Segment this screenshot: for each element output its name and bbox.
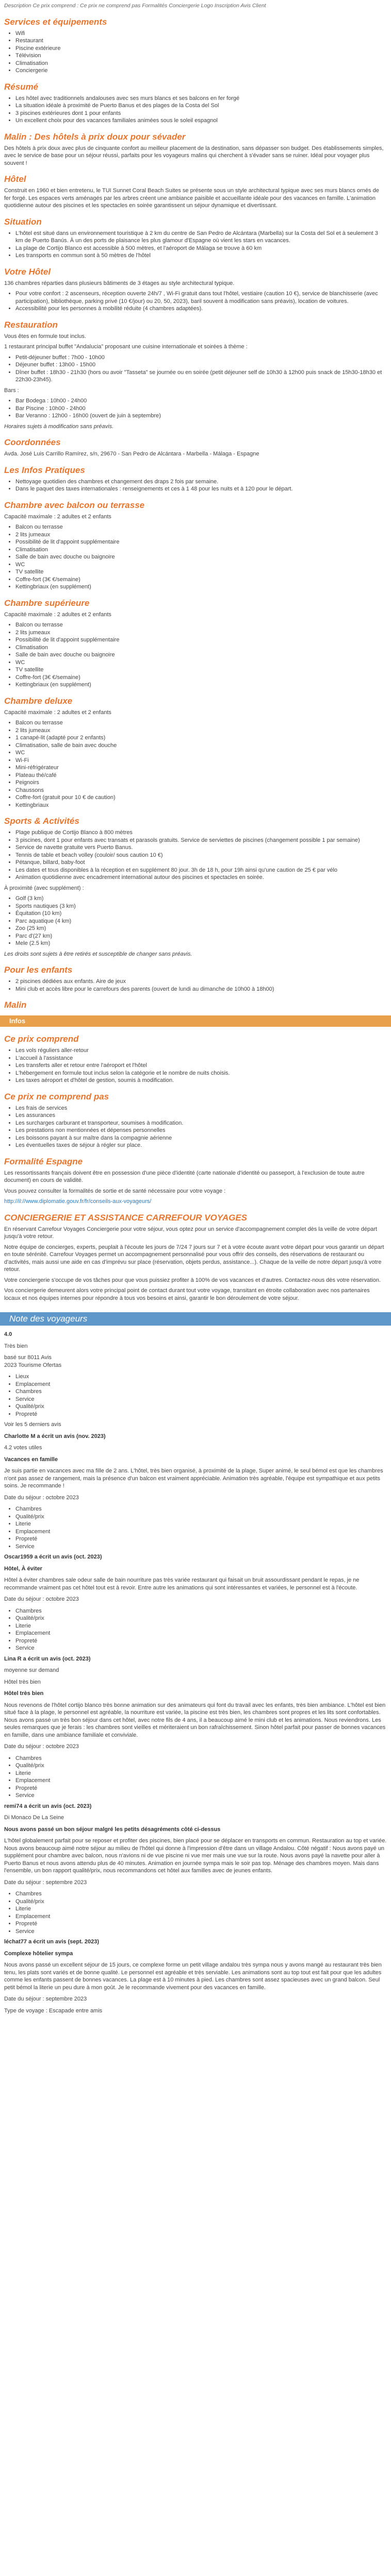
coordonnees-text: Avda. José Luis Carrillo Ramírez, s/n, 29670 - San Pedro de Alcántara - Marbella - Málaga - Espagne (4, 451, 259, 457)
list-item: • Un excellent choix pour des vacances familiales animées sous le soleil espagnol (15, 117, 387, 125)
list-item: • Service (15, 1645, 387, 1652)
review-title: Complexe hôtelier sympa (4, 1950, 73, 1957)
concierge-title: CONCIERGERIE ET ASSISTANCE CARREFOUR VOYAGES (4, 1212, 248, 1223)
concierge-text4: Vos conciergerie demeurent alors votre principal point de contact durant tout votre voyage, transitant en étroite collaboration avec nos partenaires locaux et nos équipes internes pour répondre à tous vos besoins et ainsi, garantir le bon déroulement de votre séjour. (4, 1287, 370, 1301)
list-item: • Service (15, 1543, 387, 1551)
list-item: • Les taxes aéroport et d'hôtel de gestion, soumis à modification. (15, 1077, 387, 1084)
list-item: • Propreté (15, 1785, 387, 1792)
list-item: • Petit-déjeuner buffet : 7h00 - 10h00 (15, 354, 387, 362)
list-item: • Service (15, 1928, 387, 1936)
list-item: • Wifi (15, 30, 387, 38)
services-title: Services et équipements (4, 16, 107, 27)
hotel-title: Hôtel (4, 174, 26, 184)
list-item: • Peignoirs (15, 779, 387, 787)
ch-deluxe-title: Chambre deluxe (4, 696, 73, 706)
sports-note: Les droits sont sujets à être retirés et susceptible de changer sans préavis. (4, 951, 192, 957)
avis-bar: Note des voyageurs (0, 1312, 391, 1326)
prix-section (0, 1034, 391, 1302)
list-item: • Emplacement (15, 1630, 387, 1637)
services-section (0, 17, 391, 1011)
list-item: • Nettoyage quotidien des chambres et changement des draps 2 fois par semaine. (15, 478, 387, 486)
review-link[interactable]: Voir les 5 derniers avis (4, 1421, 61, 1428)
list-item: • Les vols réguliers aller-retour (15, 1047, 387, 1055)
review-title: moyenne sur demand (4, 1667, 59, 1673)
review-date: Date du séjour : septembre 2023 (4, 1996, 87, 2002)
list-item: • Qualité/prix (15, 1762, 387, 1770)
list-item: • Qualité/prix (15, 1403, 387, 1411)
list-item: • WC (15, 659, 387, 667)
review-author: léchat77 a écrit un avis (sept. 2023) (4, 1939, 100, 1945)
breadcrumb: Description Ce prix comprend : Ce prix ne comprend pas Formalités Conciergerie Logo Inscription Avis Client (4, 3, 266, 9)
review-criteria (4, 1890, 387, 1935)
malin-title: Malin : Des hôtels à prix doux pour sévader (4, 131, 186, 142)
list-item: • La situation idéale à proximité de Puerto Banus et des plages de la Costa del Sol (15, 102, 387, 110)
list-item: • Propreté (15, 1920, 387, 1928)
review-text: Hôtel à éviter chambres sale odeur salle de bain nourriture pas très variée restaurant qui faisait un bruit assourdissant pendant le repas, je ne recommande vraiment pas cet hôtel tout est à revoir. Entre autre les animations qui sont intéressantes et variées, le personnel est à l'écoute. (4, 1577, 360, 1591)
review-type: Type de voyage : Escapade entre amis (4, 2007, 103, 2014)
list-item: • Climatisation (15, 60, 387, 67)
restauration-title: Restauration (4, 319, 58, 330)
list-item: • Mele (2.5 km) (15, 940, 387, 947)
list-item: • Emplacement (15, 1913, 387, 1921)
list-item: • Les assurances (15, 1112, 387, 1120)
list-item: • L'hôtel est situé dans un environnement touristique à 2 km du centre de San Pedro de Alcántara (Marbella) sur la Costa del Sol et à seulement 3 km de Puerto Banús. À un des ports de plaisance les plus glamour d'Espagne où vient les stars en vacances. (15, 230, 387, 245)
list-item: • 1 canapé-lit (adapté pour 2 enfants) (15, 734, 387, 742)
list-item: • Mini club et accès libre pour le carrefours des parents (ouvert de lundi au dimanche de 10h00 à 18h00) (15, 986, 387, 993)
list-item: • Kettingbriaux (15, 802, 387, 809)
list-item: • Zoo (25 km) (15, 925, 387, 933)
list-item: • Chambres (15, 1755, 387, 1762)
list-item: • 2 lits jumeaux (15, 727, 387, 735)
review-3 (4, 1655, 387, 1800)
list-item: • Chaussons (15, 787, 387, 794)
formalite-text2: Vous pouvez consulter la formalités de sortie et de santé nécessaire pour votre voyage : (4, 1188, 226, 1194)
list-item: • Bar Bodega : 10h00 - 24h00 (15, 397, 387, 405)
list-item: • Pour votre confort : 2 ascenseurs, réception ouverte 24h/7 , Wi-Fi gratuit dans tout l'hôtel, vestiaire (caution 10 €), service de blanchisserie (avec participation), bibliothèque, parking privé (10 €/jour) ou 20, 50, 2023), baril souvent à modification sans préavis), location de voitures. (15, 290, 387, 305)
formalite-title: Formalité Espagne (4, 1156, 83, 1166)
list-item: • Propreté (15, 1637, 387, 1645)
list-item: • Balcon ou terrasse (15, 719, 387, 727)
list-item: • Plateau thé/café (15, 772, 387, 779)
enfants-list (4, 978, 387, 993)
ch-sup-title: Chambre supérieure (4, 598, 90, 608)
infos-list (4, 478, 387, 493)
list-item: • WC (15, 749, 387, 757)
list-item: • Les hôtel avec traditionnels andalouses avec ses murs blancs et ses balcons en fer forgé (15, 95, 387, 103)
list-item: • Salle de bain avec douche ou baignoire (15, 651, 387, 659)
votre-hotel-text: 136 chambres réparties dans plusieurs bâtiments de 3 étages au style architectural typique. (4, 280, 235, 286)
services-list (4, 30, 387, 75)
review-text: Nous revenons de l'hôtel cortijo blanco très bonne animation sur des animateurs qui font du travail avec les enfants, très bien ambiance. L'hôtel est bien situé face à la plage, le personnel est agréable, la nourriture est variée, la piscine est très bien, les chambres sont propres et les lits sont confortables. Nous avons passé un très bon séjour dans cet hôtel, avec notre fils de 4 ans, il a beaucoup aimé le mini club et les animations. Nous reviendrons. Les seules remarques que je ferais : les chambres sont vieilles et mériteraient un bon rafraîchissement. Sinon hôtel parfait pour passer de bonnes vacances en famille, dans une ambiance familiale et conviviale. (4, 1702, 386, 1738)
list-item: • Parc d'(27 km) (15, 933, 387, 940)
resume-title: Résumé (4, 81, 39, 92)
reviews-section (0, 1331, 391, 2014)
list-item: • Climatisation, salle de bain avec douche (15, 742, 387, 750)
list-item: • 2 lits jumeaux (15, 531, 387, 539)
ch-balcon-list (4, 523, 387, 591)
list-item: • Les frais de services (15, 1105, 387, 1112)
bars-label: Bars : (4, 387, 19, 394)
list-item: • Service (15, 1396, 387, 1403)
ne-comprend-title: Ce prix ne comprend pas (4, 1091, 109, 1101)
list-item: • Les dates et tous disponibles à la réception et en supplément 80 jour. 3h de 18 h, pour 19h ainsi qu'une caution de 25 € par vélo (15, 867, 387, 874)
list-item: • 3 piscines extérieures dont 1 pour enfants (15, 110, 387, 117)
review-5 (4, 1938, 387, 2014)
avis-score: 4.0 (4, 1331, 12, 1337)
list-item: • Tennis de table et beach volley (couloir/ sous caution 10 €) (15, 852, 387, 859)
review-title: Vacances en famille (4, 1456, 58, 1463)
list-item: • Service de navette gratuite vers Puerto Banus. (15, 844, 387, 852)
list-item: • Emplacement (15, 1528, 387, 1536)
list-item: • Propreté (15, 1535, 387, 1543)
sports-nearby-label: À proximité (avec supplément) : (4, 885, 84, 891)
review-date: Date du séjour : septembre 2023 (4, 1879, 87, 1886)
review-text: Je suis partie en vacances avec ma fille de 2 ans. L'hôtel, très bien organisé, à proximité de la plage, Super animé, le seul bémol est que les chambres n'ont pas assez de rangement, mais la présence d'un balcon est vraiment appréciable. Animation très agréable, l'équipe est sympathique et aux petits soins. Je recommande ! (4, 1468, 383, 1489)
coordonnees-title: Coordonnées (4, 437, 61, 447)
list-item: • Literie (15, 1622, 387, 1630)
list-item: • La plage de Cortijo Blanco est accessible à 500 mètres, et l'aéroport de Málaga se trouve à 60 km (15, 245, 387, 252)
list-item: • Dîner buffet : 18h30 - 21h30 (hors ou avoir "Tasseta" se journée ou en soirée (petit déjeuner self de 10h30 à 12h00 puis snack de 15h30-18h30 et 22h30-23h45). (15, 369, 387, 384)
ch-balcon-text: Capacité maximale : 2 adultes et 2 enfants (4, 513, 111, 520)
concierge-text2: Notre équipe de concierges, experts, peuplait à l'écoute les jours de 7/24 7 jours sur 7 et à votre écoute avant votre départ pour vous garantir un départ en toute sérénité. Carrefour Voyages permet un accompagnement personnalisé pour vous offrir des conseils, des réservations de restaurant ou d'activités, mais aussi une aide en cas d'imprévu sur place (réservation, objets perdus, assistance...). Chaque de la veille de notre départ jusqu'à votre retour. (4, 1244, 384, 1273)
situation-title: Situation (4, 216, 42, 227)
list-item: • Coffre-fort (3€ €/semaine) (15, 576, 387, 584)
list-item: • Les surcharges carburant et transporteur, soumises à modification. (15, 1120, 387, 1127)
hotel-text: Construit en 1960 et bien entretenu, le TUI Sunnet Coral Beach Suites se présente sous un style architectural typique avec ses murs blancs ornés de fer forgé. Les espaces verts aménagés par les arbres créent une ambiance paisible et accueillante idéale pour des vacances en famille. L'animation quotidienne autour des piscines et les spectacles en soirée garantissent un séjour dynamique et divertissant. (4, 188, 379, 209)
ce-prix-title: Ce prix comprend (4, 1034, 79, 1044)
ce-prix-list (4, 1047, 387, 1084)
votre-hotel-title: Votre Hôtel (4, 266, 51, 277)
resume-list (4, 95, 387, 125)
list-item: • Qualité/prix (15, 1898, 387, 1906)
list-item: • Balcon ou terrasse (15, 621, 387, 629)
review-criteria (4, 1755, 387, 1800)
list-item: • 3 piscines, dont 1 pour enfants avec transats et parasols gratuits. Service de serviettes de piscines (changement possible 1 par semaine) (15, 837, 387, 844)
list-item: • WC (15, 561, 387, 569)
list-item: • Possibilité de lit d'appoint supplémentaire (15, 538, 387, 546)
list-item: • Accessibilité pour les personnes à mobilité réduite (4 chambres adaptées). (15, 305, 387, 313)
list-item: • Literie (15, 1770, 387, 1777)
ch-deluxe-text: Capacité maximale : 2 adultes et 2 enfants (4, 709, 111, 716)
list-item: • L'hébergement en formule tout inclus selon la catégorie et le nombre de nuits choisis. (15, 1070, 387, 1077)
restauration-text2: 1 restaurant principal buffet "Andalucia" proposant une cuisine internationale et soirées à thème : (4, 344, 248, 350)
avis-source: basé sur 8011 Avis (4, 1354, 52, 1361)
review-4 (4, 1803, 387, 1936)
formalite-text1: Les ressortissants français doivent être en possession d'une pièce d'identité (carte nationale d'identité ou passeport, à l'exclusion de toute autre document) en cours de validité. (4, 1170, 365, 1183)
avis-period: 2023 Tourisme Ofertas (4, 1362, 62, 1368)
review-date: Date du séjour : octobre 2023 (4, 1596, 79, 1602)
restauration-text: Vous êtes en formule tout inclus. (4, 333, 86, 340)
list-item: • Piscine extérieure (15, 45, 387, 53)
enfants-title: Pour les enfants (4, 965, 73, 975)
list-item: • L'accueil à l'assistance (15, 1055, 387, 1062)
list-item: • Équitation (10 km) (15, 910, 387, 918)
list-item: • Coffre-fort (gratuit pour 10 € de caution) (15, 794, 387, 802)
list-item: • Chambres (15, 1607, 387, 1615)
list-item: • Plage publique de Cortijo Blanco à 800 mètres (15, 829, 387, 837)
list-item: • Chambres (15, 1388, 387, 1396)
review-text: Hôtel très bien (4, 1679, 41, 1685)
concierge-text3: Votre conciergerie s'occupe de vos tâches pour que vous puissiez profiter à 100% de vos vacances et d'autres. Contactez-nous dès votre réservation. (4, 1277, 381, 1283)
list-item: • Pétanque, billard, baby-foot (15, 859, 387, 867)
list-item: • Literie (15, 1905, 387, 1913)
list-item: • Climatisation (15, 546, 387, 554)
bars-list (4, 397, 387, 420)
list-item: • Les éventuelles taxes de séjour à régler sur place. (15, 1142, 387, 1149)
list-item: • Kettingbriaux (en supplément) (15, 583, 387, 591)
list-item: • 2 lits jumeaux (15, 629, 387, 637)
review-criteria (4, 1505, 387, 1550)
list-item: • Chambres (15, 1505, 387, 1513)
list-item: • Dans le paquet des taxes internationales : renseignements et ces à 1 48 pour les nuits et à 120 pour le départ. (15, 485, 387, 493)
list-item: • Coffre-fort (3€ €/semaine) (15, 674, 387, 682)
list-item: • Propreté (15, 1411, 387, 1418)
list-item: • Service (15, 1792, 387, 1800)
infos-title: Les Infos Pratiques (4, 465, 85, 475)
sports-list (4, 829, 387, 882)
formalite-link[interactable]: http://il://www.diplomatie.gouv.fr/fr/conseils-aux-voyageurs/ (4, 1198, 152, 1205)
review-origin: Di Monaco De La Seine (4, 1815, 64, 1821)
criteria-list (4, 1373, 387, 1418)
restauration-note: Horaires sujets à modification sans préavis. (4, 423, 114, 430)
list-item: • Kettingbriaux (en supplément) (15, 681, 387, 689)
list-item: • Literie (15, 1520, 387, 1528)
restauration-list (4, 354, 387, 384)
votre-hotel-list (4, 290, 387, 313)
review-author: remi74 a écrit un avis (oct. 2023) (4, 1803, 92, 1809)
list-item: • Restaurant (15, 37, 387, 45)
ch-deluxe-list (4, 719, 387, 809)
review-votes: 4.2 votes utiles (4, 1445, 42, 1451)
list-item: • Parc aquatique (4 km) (15, 918, 387, 925)
list-item: • Qualité/prix (15, 1513, 387, 1521)
review-1 (4, 1421, 387, 1550)
list-item: • Bar Veranno : 12h00 - 16h00 (ouvert de juin à septembre) (15, 412, 387, 420)
concierge-text1: En réservant Carrefour Voyages Conciergerie pour votre séjour, vous optez pour un service d'accompagnement complet dès la veille de votre départ jusqu'à votre retour. (4, 1226, 377, 1240)
list-item: • Emplacement (15, 1381, 387, 1388)
review-author: Charlotte M a écrit un avis (nov. 2023) (4, 1433, 106, 1439)
review-date: Date du séjour : octobre 2023 (4, 1494, 79, 1501)
list-item: • Les boissons payant à sur maître dans la compagnie aérienne (15, 1134, 387, 1142)
ch-sup-text: Capacité maximale : 2 adultes et 2 enfants (4, 611, 111, 618)
list-item: • Emplacement (15, 1777, 387, 1785)
list-item: • Sports nautiques (3 km) (15, 903, 387, 910)
list-item: • Wi-Fi (15, 757, 387, 765)
list-item: • Mini-réfrigérateur (15, 764, 387, 772)
list-item: • Lieux (15, 1373, 387, 1381)
ch-sup-list (4, 621, 387, 689)
sports-title: Sports & Activités (4, 816, 79, 826)
list-item: • Les prestations non mentionnées et dépenses personnelles (15, 1127, 387, 1134)
list-item: • 2 piscines dédiées aux enfants. Aire de jeux (15, 978, 387, 986)
malin2-title: Malin (4, 1000, 27, 1010)
list-item: • Bar Piscine : 10h00 - 24h00 (15, 405, 387, 413)
list-item: • Qualité/prix (15, 1615, 387, 1622)
ne-comprend-list (4, 1105, 387, 1149)
list-item: • Les transferts aller et retour entre l'aéroport et l'hôtel (15, 1062, 387, 1070)
list-item: • Les transports en commun sont à 50 mètres de l'hôtel (15, 252, 387, 260)
review-text: L'hôtel globalement parfait pour se reposer et profiter des piscines, bien placé pour se déplacer en transports en commun. Restauration au top et variée. Nous avons beaucoup aimé notre séjour au milieu de l'hôtel qui donne à l'impression d'être dans un village Andalou. Côté négatif : Nous avons payé un supplément pour chambre avec balcon, nous n'avions ni de vue piscine ni vue mer mais une vue sur la route. Nous avons payé la navette pour aller à Puerto Banus et nous avons attendu plus de 40 minutes. Animation en journée sympa mais le soir pas top. Ménage des chambres moyen. Mais dans l'ensemble, un bon rapport qualité/prix, nous recommandons cet hôtel aux familles avec de jeunes enfants. (4, 1838, 387, 1874)
review-text: Nous avons passé un excellent séjour de 15 jours, ce complexe forme un petit village andalou très sympa nous y avons mangé au restaurant très bien tenu, les plats sont variés et de bonne qualité. Le personnel est agréable et très serviable. Les animations sont au top tout est fait pour que les adultes comme les enfants passent de bonnes vacances. La plage est à 10 minutes à pied. Les chambres sont assez spacieuses avec un grand balcon. Seul petit bémol la literie un peu dure à mon goût. Je le recommande vivement pour des vacances en famille. (4, 1962, 382, 1991)
infos-bar: Infos (0, 1015, 391, 1027)
review-criteria (4, 1607, 387, 1652)
list-item: • Animation quotidienne avec encadrement international autour des piscines et spectacles en soirée. (15, 874, 387, 882)
review-author: Oscar1959 a écrit un avis (oct. 2023) (4, 1554, 102, 1560)
list-item: • TV satellite (15, 666, 387, 674)
list-item: • TV satellite (15, 568, 387, 576)
review-date: Date du séjour : octobre 2023 (4, 1743, 79, 1750)
avis-count: Très bien (4, 1343, 28, 1349)
list-item: • Climatisation (15, 644, 387, 652)
list-item: • Déjeuner buffet : 13h00 - 15h00 (15, 361, 387, 369)
review-2 (4, 1553, 387, 1652)
review-title: Hôtel, À éviter (4, 1565, 42, 1572)
list-item: • Télévision (15, 52, 387, 60)
list-item: • Golf (3 km) (15, 895, 387, 903)
malin-text: Des hôtels à prix doux avec plus de cinquante confort au meilleur placement de la destination, sans dépasser son budget. Des établissements simples, avec le service de base pour un séjour réussi, parfaits pour les voyageurs malins qui cherchent à s'évader sans se ruiner. Idéal pour voyager plus souvent ! (4, 145, 384, 166)
review-title: Hôtel très bien (4, 1690, 44, 1697)
sports-nearby-list (4, 895, 387, 947)
situation-list (4, 230, 387, 260)
ch-balcon-title: Chambre avec balcon ou terrasse (4, 500, 145, 510)
review-title: Nous avons passé un bon séjour malgré les petits désagréments côté ci-dessus (4, 1826, 221, 1833)
list-item: • Possibilité de lit d'appoint supplémentaire (15, 636, 387, 644)
list-item: • Salle de bain avec douche ou baignoire (15, 553, 387, 561)
list-item: • Conciergerie (15, 67, 387, 75)
list-item: • Balcon ou terrasse (15, 523, 387, 531)
review-author: Lina R a écrit un avis (oct. 2023) (4, 1655, 91, 1662)
list-item: • Chambres (15, 1890, 387, 1898)
